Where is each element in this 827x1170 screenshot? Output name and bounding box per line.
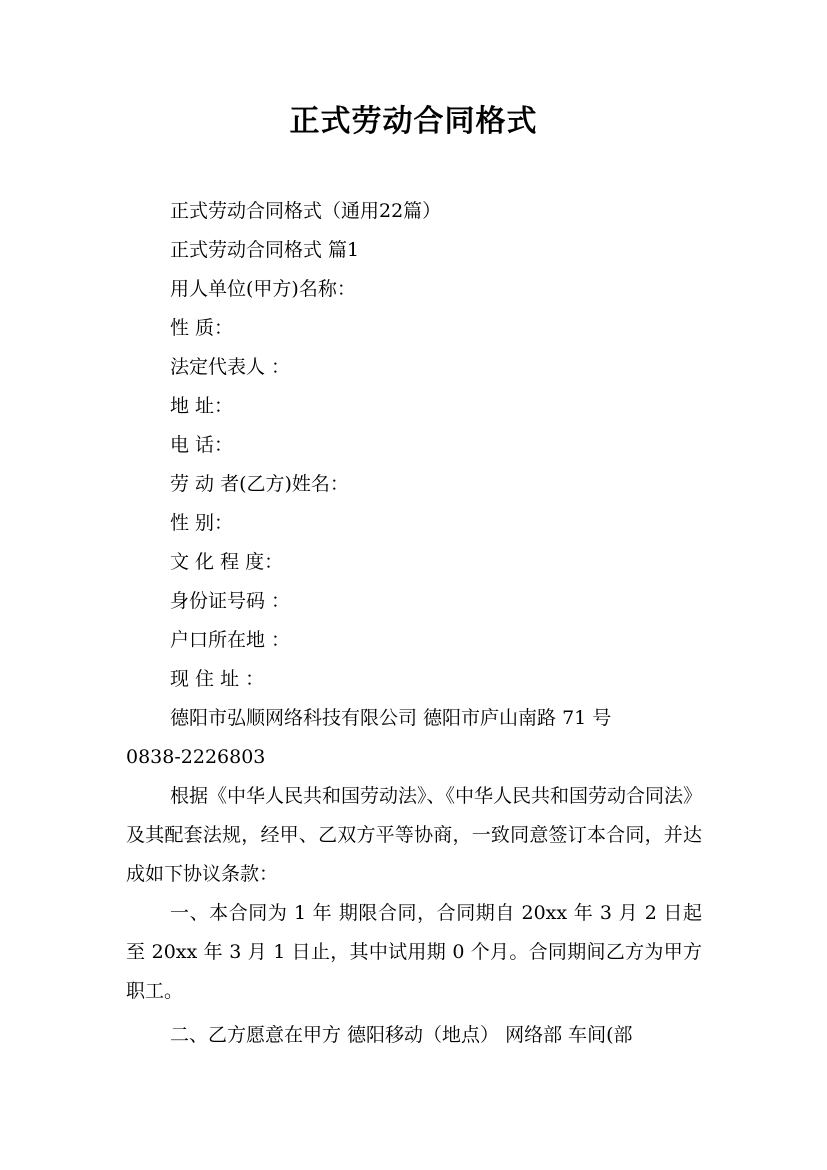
current-address-field: 现 住 址 ：	[170, 668, 265, 690]
document-body	[126, 192, 702, 1055]
subtitle-line: 正式劳动合同格式（通用22篇）	[170, 200, 442, 222]
company-name-address: 德阳市弘顺网络科技有限公司 德阳市庐山南路 71 号	[170, 707, 612, 729]
preamble-paragraph: 根据《中华人民共和国劳动法》、《中华人民共和国劳动合同法》及其配套法规，经甲、乙双方平等协商，一致同意签订本合同，并达成如下协议条款：	[126, 785, 703, 885]
document-title: 正式劳动合同格式	[289, 104, 538, 139]
section-heading: 正式劳动合同格式 篇1	[170, 239, 360, 261]
id-number-field: 身份证号码 ：	[170, 590, 291, 612]
clause-one-paragraph: 一、本合同为 1 年 期限合同，合同期自 20xx 年 3 月 2 日起至 20xx 年 3 月 1 日止，其中试用期 0 个月。合同期间乙方为甲方职工。	[126, 902, 702, 1002]
employee-name-field: 劳 动 者(乙方)姓名：	[170, 473, 349, 495]
company-info-paragraph	[126, 699, 702, 777]
employer-address-field: 地 址：	[170, 395, 234, 417]
company-phone: 0838-2226803	[126, 746, 266, 768]
employer-phone-field: 电 话：	[170, 434, 234, 456]
clause-two-paragraph: 二、乙方愿意在甲方 德阳移动（地点） 网络部 车间(部	[170, 1024, 633, 1046]
employee-gender-field: 性 别：	[170, 512, 234, 534]
household-registration-field: 户口所在地 ：	[170, 629, 291, 651]
employer-nature-field: 性 质：	[170, 317, 234, 339]
employer-name-field: 用人单位(甲方)名称：	[170, 278, 356, 300]
legal-representative-field: 法定代表人 ：	[170, 356, 291, 378]
education-level-field: 文 化 程 度：	[170, 551, 284, 573]
